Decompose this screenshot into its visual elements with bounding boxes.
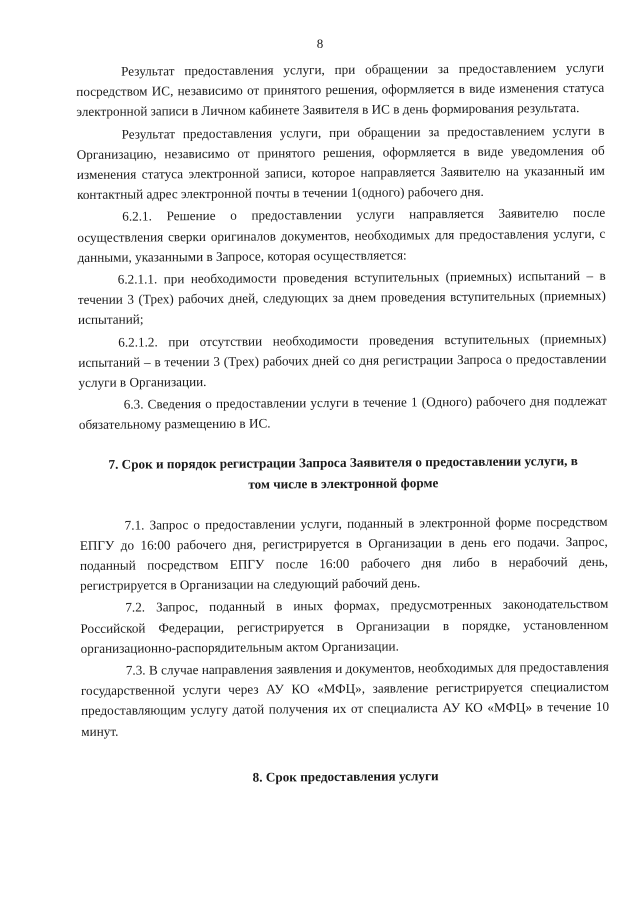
paragraph-6-2-1-1: 6.2.1.1. при необходимости проведения вступительных (приемных) испытаний – в течении 3 (Трех) рабочих дней, следующих за днем проведения вступительных (приемных) испытаний;	[77, 267, 606, 328]
paragraph-7-3: 7.3. В случае направления заявления и документов, необходимых для предоставления государственной услуги через АУ КО «МФЦ», заявление регистрируется специалистом предоставляющим услугу датой получения их от специалиста АУ КО «МФЦ» в течение 10 минут.	[80, 658, 610, 739]
document-body	[76, 58, 610, 789]
paragraph-6-2-1: 6.2.1. Решение о предоставлении услуги направляется Заявителю после осуществления сверки оригиналов документов, необходимых для предоставления услуги, с данными, указанными в Запросе, которая осуществляется:	[77, 205, 606, 265]
page-number: 8	[316, 36, 324, 51]
paragraph-result-organization: Результат предоставления услуги, при обращении за предоставлением услуги в Организацию, независимо от принятого решения, оформляется в виде уведомления об изменения статуса электронной записи, которое направляется Заявителю на указанный им контактный адрес электронной почты в течении 1(одного) рабочего дня.	[76, 122, 605, 203]
paragraph-6-3: 6.3. Сведения о предоставлении услуги в течение 1 (Одного) рабочего дня подлежат обязательному размещению в ИС.	[78, 393, 607, 433]
section-7-heading: 7. Срок и порядок регистрации Запроса Заявителя о предоставлении услуги, в том числе в электронной форме	[108, 452, 578, 492]
paragraph-6-2-1-2: 6.2.1.2. при отсутствии необходимости проведения вступительных (приемных) испытаний – в течении 3 (Трех) рабочих дней со дня регистрации Запроса о предоставлении услуги в Организации.	[78, 330, 607, 391]
paragraph-7-2: 7.2. Запрос, поданный в иных формах, предусмотренных законодательством Российской Федерации, регистрируется в Организации в порядке, установленном организационно-распорядительным актом Организации.	[80, 596, 609, 656]
paragraph-7-1: 7.1. Запрос о предоставлении услуги, поданный в электронной форме посредством ЕПГУ до 16:00 рабочего дня, регистрируется в Организации в день его подачи. Запрос, поданный посредством ЕПГУ после 16:00 рабочего дня либо в нерабочий день, регистрируется в Организации на следующий рабочий день.	[79, 513, 608, 594]
section-8-heading: 8. Срок предоставления услуги	[252, 768, 439, 785]
paragraph-result-is: Результат предоставления услуги, при обращении за предоставлением услуги посредством ИС, независимо от принятого решения, оформляется в виде изменения статуса электронной записи в Личном кабинете Заявителя в ИС в день формирования результата.	[76, 59, 605, 120]
